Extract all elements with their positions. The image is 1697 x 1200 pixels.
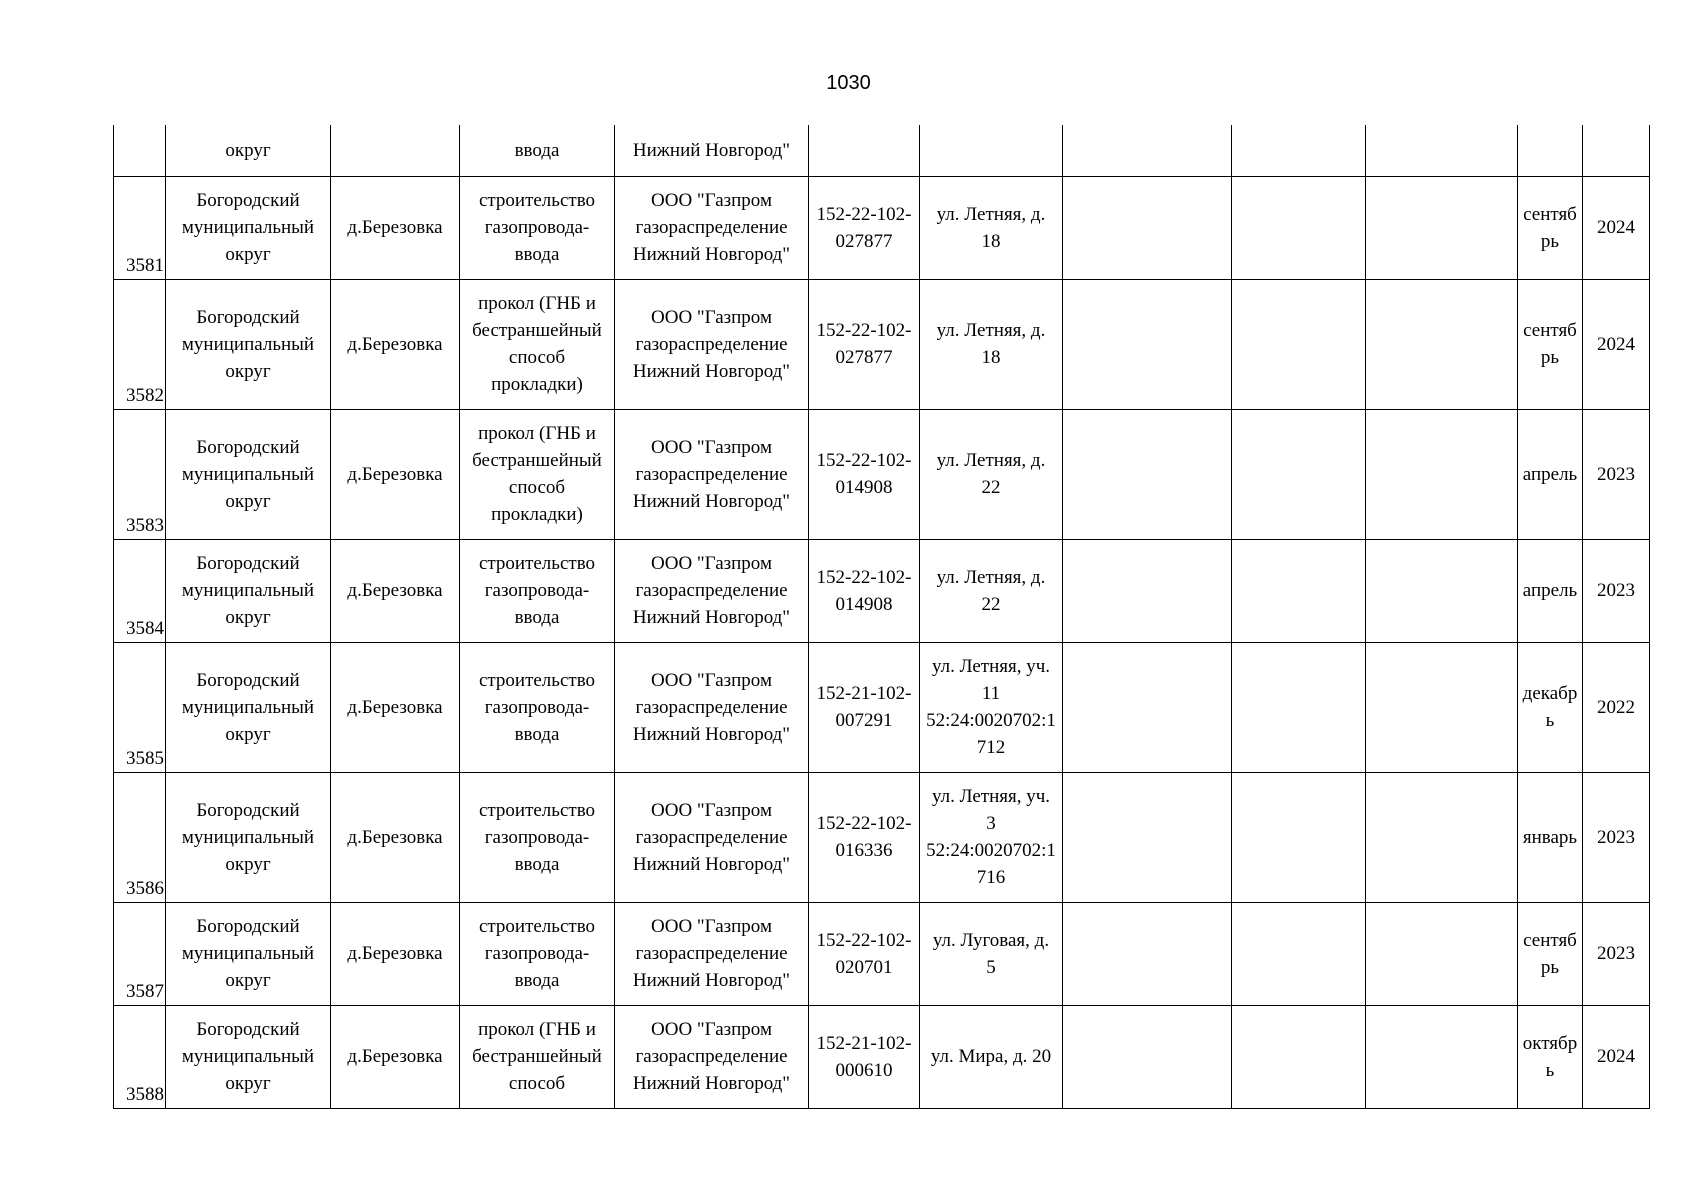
cell-line: газораспределение — [635, 217, 788, 238]
cell-line: Нижний Новгород" — [632, 360, 791, 382]
cell-line: 3 — [986, 813, 996, 834]
cell-line: ввода — [514, 970, 560, 991]
table-row-continued — [114, 125, 1650, 176]
cell-line: 152-22-102- — [816, 203, 912, 225]
cell-line: ООО "Газпром — [651, 916, 772, 937]
cell-line: ООО "Газпром — [651, 553, 772, 574]
cell-month — [1518, 902, 1583, 1005]
cell-line: газораспределение — [635, 580, 788, 601]
cell-empty-2 — [1232, 409, 1366, 539]
cell-work — [460, 279, 615, 409]
registry-table — [113, 125, 1650, 1109]
cell-num: 3587 — [114, 902, 166, 1005]
cell-work — [460, 1005, 615, 1108]
cell-address — [920, 176, 1063, 279]
cell-line: бестраншейный — [472, 450, 602, 471]
cell-district — [166, 772, 331, 902]
cell-line: 014908 — [835, 477, 893, 498]
cell-line: способ — [508, 1073, 566, 1094]
cell-empty-3 — [1366, 642, 1518, 772]
cell-line: ввода — [514, 853, 560, 875]
cell-empty-3 — [1366, 902, 1518, 1005]
cell-empty-1 — [1063, 409, 1232, 539]
cell-year: 2024 — [1583, 279, 1650, 409]
cell-district: округ — [166, 125, 331, 176]
cell-num: 3583 — [114, 409, 166, 539]
cell-line: 152-22-102- — [816, 566, 912, 588]
cell-line: сентяб — [1523, 320, 1577, 341]
cell-line: рь — [1540, 230, 1560, 252]
cell-line: округ — [225, 723, 271, 745]
cell-empty-2 — [1232, 902, 1366, 1005]
cell-line: 000610 — [835, 1059, 893, 1081]
cell-line: Нижний Новгород" — [632, 244, 791, 265]
cell-line: апрель — [1522, 463, 1578, 485]
cell-line: газораспределение — [635, 943, 788, 964]
cell-line: ул. Летняя, д. — [936, 566, 1046, 588]
cell-line: Нижний Новгород" — [632, 490, 791, 512]
cell-empty-3 — [1366, 176, 1518, 279]
cell-line: ул. Мира, д. 20 — [930, 1046, 1052, 1067]
cell-address — [920, 902, 1063, 1005]
cell-place: д.Березовка — [331, 176, 460, 279]
cell-month — [1518, 176, 1583, 279]
cell-line: способ — [508, 477, 566, 498]
cell-code — [809, 176, 920, 279]
cell-year: 2024 — [1583, 176, 1650, 279]
cell-line: строительство — [478, 799, 596, 821]
cell-line: Нижний Новгород" — [632, 607, 791, 628]
cell-line: Нижний Новгород" — [632, 723, 791, 745]
cell-line: рь — [1540, 347, 1560, 368]
cell-line: газопровода- — [484, 580, 590, 601]
cell-empty-3 — [1366, 125, 1518, 176]
cell-num — [114, 125, 166, 176]
cell-line: прокладки) — [491, 504, 583, 525]
cell-place: д.Березовка — [331, 902, 460, 1005]
cell-line: ул. Летняя, д. — [936, 203, 1046, 225]
cell-address — [920, 772, 1063, 902]
cell-year: 2023 — [1583, 902, 1650, 1005]
cell-line: 014908 — [835, 593, 893, 615]
cell-line: муниципальный — [181, 826, 315, 848]
cell-line: 152-22-102- — [816, 450, 912, 471]
cell-month — [1518, 772, 1583, 902]
cell-place: д.Березовка — [331, 409, 460, 539]
cell-line: 027877 — [835, 230, 893, 252]
cell-work — [460, 409, 615, 539]
cell-work — [460, 539, 615, 642]
cell-code — [809, 125, 920, 176]
cell-line: ь — [1545, 1059, 1555, 1081]
cell-code — [809, 902, 920, 1005]
cell-line: 22 — [981, 477, 1001, 498]
cell-line: муниципальный — [181, 1046, 315, 1067]
cell-month — [1518, 409, 1583, 539]
cell-empty-1 — [1063, 642, 1232, 772]
cell-line: ввода — [514, 244, 560, 265]
cell-empty-3 — [1366, 539, 1518, 642]
cell-month — [1518, 539, 1583, 642]
cell-org — [615, 772, 809, 902]
cell-org — [615, 409, 809, 539]
cell-line: 712 — [976, 737, 1006, 758]
table-row — [114, 772, 1650, 902]
cell-line: Богородский — [196, 799, 300, 821]
cell-district — [166, 1005, 331, 1108]
cell-line: округ — [225, 607, 271, 628]
cell-line: прокол (ГНБ и — [478, 1019, 596, 1040]
cell-line: газопровода- — [484, 943, 590, 964]
cell-empty-1 — [1063, 539, 1232, 642]
cell-line: 007291 — [835, 710, 893, 731]
cell-line: муниципальный — [181, 580, 315, 601]
cell-empty-2 — [1232, 642, 1366, 772]
cell-line: 18 — [981, 347, 1001, 368]
cell-line: Богородский — [196, 436, 300, 458]
cell-org — [615, 902, 809, 1005]
cell-line: округ — [225, 360, 271, 382]
cell-line: 716 — [976, 867, 1006, 888]
cell-line: муниципальный — [181, 463, 315, 485]
table-row — [114, 902, 1650, 1005]
cell-line: округ — [225, 970, 271, 991]
cell-line: строительство — [478, 553, 596, 574]
cell-work — [460, 772, 615, 902]
cell-address — [920, 539, 1063, 642]
cell-line: 52:24:0020702:1 — [926, 710, 1056, 731]
cell-work — [460, 176, 615, 279]
cell-line: ул. Луговая, д. — [932, 929, 1050, 951]
cell-month — [1518, 642, 1583, 772]
cell-empty-3 — [1366, 1005, 1518, 1108]
cell-line: 152-22-102- — [816, 929, 912, 951]
cell-work: ввода — [460, 125, 615, 176]
cell-line: газопровода- — [484, 217, 590, 238]
cell-empty-2 — [1232, 279, 1366, 409]
cell-line: ООО "Газпром — [651, 306, 772, 328]
cell-line: ь — [1545, 710, 1555, 731]
cell-code — [809, 539, 920, 642]
cell-line: октябр — [1522, 1032, 1578, 1054]
cell-line: 5 — [986, 956, 996, 978]
cell-code — [809, 409, 920, 539]
cell-line: апрель — [1522, 580, 1578, 601]
cell-org — [615, 642, 809, 772]
cell-empty-3 — [1366, 409, 1518, 539]
cell-line: строительство — [478, 669, 596, 691]
cell-line: Богородский — [196, 306, 300, 328]
cell-line: муниципальный — [181, 217, 315, 238]
cell-line: 152-21-102- — [816, 683, 912, 704]
cell-address — [920, 1005, 1063, 1108]
table-row — [114, 409, 1650, 539]
cell-place: д.Березовка — [331, 1005, 460, 1108]
cell-line: ООО "Газпром — [651, 669, 772, 691]
cell-district — [166, 539, 331, 642]
cell-year: 2023 — [1583, 539, 1650, 642]
cell-address — [920, 125, 1063, 176]
cell-line: муниципальный — [181, 333, 315, 355]
cell-line: 020701 — [835, 956, 893, 978]
cell-line: Нижний Новгород" — [632, 1073, 791, 1094]
cell-line: ул. Летняя, уч. — [931, 656, 1051, 677]
cell-line: ул. Летняя, д. — [936, 450, 1046, 471]
cell-address — [920, 409, 1063, 539]
cell-org — [615, 1005, 809, 1108]
cell-line: округ — [225, 853, 271, 875]
cell-empty-1 — [1063, 772, 1232, 902]
cell-line: Богородский — [196, 1019, 300, 1040]
cell-work — [460, 902, 615, 1005]
cell-empty-2 — [1232, 1005, 1366, 1108]
cell-line: бестраншейный — [472, 1046, 602, 1067]
table-row — [114, 176, 1650, 279]
cell-year: 2022 — [1583, 642, 1650, 772]
cell-district — [166, 642, 331, 772]
cell-empty-1 — [1063, 1005, 1232, 1108]
cell-address — [920, 642, 1063, 772]
cell-place: д.Березовка — [331, 279, 460, 409]
cell-line: муниципальный — [181, 943, 315, 964]
cell-line: рь — [1540, 956, 1560, 978]
cell-line: Нижний Новгород" — [632, 853, 791, 875]
cell-line: Богородский — [196, 916, 300, 937]
cell-line: округ — [225, 490, 271, 512]
cell-empty-2 — [1232, 125, 1366, 176]
cell-num: 3585 — [114, 642, 166, 772]
cell-line: газораспределение — [635, 696, 788, 718]
cell-year: 2024 — [1583, 1005, 1650, 1108]
cell-year — [1583, 125, 1650, 176]
cell-line: газораспределение — [635, 463, 788, 485]
cell-district — [166, 176, 331, 279]
cell-place: д.Березовка — [331, 642, 460, 772]
cell-month — [1518, 279, 1583, 409]
cell-line: прокол (ГНБ и — [478, 293, 596, 314]
cell-place: д.Березовка — [331, 772, 460, 902]
cell-code — [809, 279, 920, 409]
cell-empty-1 — [1063, 125, 1232, 176]
cell-num: 3586 — [114, 772, 166, 902]
cell-work — [460, 642, 615, 772]
cell-empty-2 — [1232, 772, 1366, 902]
cell-line: способ — [508, 347, 566, 368]
cell-line: ул. Летняя, уч. — [931, 786, 1051, 807]
cell-month — [1518, 1005, 1583, 1108]
cell-code — [809, 1005, 920, 1108]
cell-line: газораспределение — [635, 1046, 788, 1067]
cell-line: прокол (ГНБ и — [478, 423, 596, 444]
cell-district — [166, 409, 331, 539]
cell-line: сентяб — [1523, 203, 1577, 225]
cell-line: ООО "Газпром — [651, 1019, 772, 1040]
cell-line: 11 — [981, 683, 1001, 704]
table-row — [114, 539, 1650, 642]
cell-line: 52:24:0020702:1 — [926, 840, 1056, 861]
cell-empty-1 — [1063, 902, 1232, 1005]
cell-org — [615, 176, 809, 279]
cell-line: газораспределение — [635, 826, 788, 848]
cell-line: ООО "Газпром — [651, 799, 772, 821]
cell-num: 3582 — [114, 279, 166, 409]
cell-line: Богородский — [196, 190, 300, 211]
cell-line: 016336 — [835, 840, 893, 861]
cell-line: сентяб — [1523, 929, 1577, 951]
cell-line: Богородский — [196, 553, 300, 574]
cell-line: муниципальный — [181, 696, 315, 718]
table-row — [114, 642, 1650, 772]
cell-year: 2023 — [1583, 409, 1650, 539]
cell-code — [809, 772, 920, 902]
cell-line: 152-22-102- — [816, 813, 912, 834]
cell-line: округ — [225, 244, 271, 265]
cell-line: газопровода- — [484, 696, 590, 718]
cell-line: январь — [1522, 826, 1578, 848]
cell-empty-3 — [1366, 772, 1518, 902]
cell-empty-1 — [1063, 176, 1232, 279]
table-row — [114, 1005, 1650, 1108]
cell-org — [615, 279, 809, 409]
cell-empty-3 — [1366, 279, 1518, 409]
cell-line: округ — [225, 1073, 271, 1094]
cell-empty-2 — [1232, 176, 1366, 279]
cell-line: Нижний Новгород" — [632, 970, 791, 991]
cell-address — [920, 279, 1063, 409]
cell-month — [1518, 125, 1583, 176]
cell-place — [331, 125, 460, 176]
cell-line: газопровода- — [484, 826, 590, 848]
cell-line: ООО "Газпром — [651, 436, 772, 458]
table-row — [114, 279, 1650, 409]
cell-year: 2023 — [1583, 772, 1650, 902]
cell-line: 027877 — [835, 347, 893, 368]
cell-org: Нижний Новгород" — [615, 125, 809, 176]
cell-district — [166, 902, 331, 1005]
cell-line: прокладки) — [491, 374, 583, 395]
cell-code — [809, 642, 920, 772]
cell-num: 3588 — [114, 1005, 166, 1108]
cell-place: д.Березовка — [331, 539, 460, 642]
cell-line: ввода — [514, 723, 560, 745]
cell-num: 3581 — [114, 176, 166, 279]
cell-line: строительство — [478, 190, 596, 211]
cell-line: декабр — [1522, 683, 1578, 704]
cell-org — [615, 539, 809, 642]
cell-line: бестраншейный — [472, 320, 602, 341]
cell-line: строительство — [478, 916, 596, 937]
cell-line: 18 — [981, 230, 1001, 252]
cell-line: газораспределение — [635, 333, 788, 355]
cell-line: ул. Летняя, д. — [936, 320, 1046, 341]
cell-line: 22 — [981, 593, 1001, 615]
cell-empty-1 — [1063, 279, 1232, 409]
cell-line: 152-22-102- — [816, 320, 912, 341]
cell-line: Богородский — [196, 669, 300, 691]
page-number: 1030 — [826, 72, 871, 94]
cell-line: ООО "Газпром — [651, 190, 772, 211]
cell-empty-2 — [1232, 539, 1366, 642]
cell-line: ввода — [514, 607, 560, 628]
cell-line: 152-21-102- — [816, 1032, 912, 1054]
cell-district — [166, 279, 331, 409]
cell-num: 3584 — [114, 539, 166, 642]
